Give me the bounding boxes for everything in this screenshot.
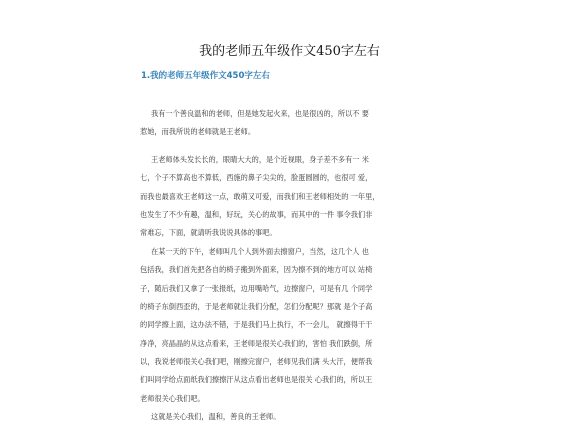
body-line: 老师很关心我们吧。 [140,393,205,403]
body-line: 包括我，我们首先把各自的椅子搬到外面来，因为擦不到的地方可以 站椅 [140,265,373,275]
body-line: 的椅子东倒西歪的，于是老师就让我们分配，怎们分配呢？那就 是个子高 [140,301,373,311]
document-body [140,105,445,427]
body-line: 而我也最喜欢王老师这一点，敢萌又可爱，而我们和王老师相处的 一年里， [140,191,380,201]
body-line: 在某一天的下午，老师叫几个人到外面去擦窗户，当然，这几个人 也 [151,246,369,256]
document-title: 我的老师五年级作文450字左右 [199,44,380,59]
body-line: 们叫同学给点面纸我们擦擦汗从这点看出老师也是很关 心我们的，所以王 [140,375,373,385]
body-line: 惹她，而我所说的老师就是王老师。 [140,127,256,137]
body-line: 常难忘，下面，就请听我说说具体的事吧。 [140,228,277,238]
body-line: 的同学擦上面，这办法不错，于是我们马上执行，不一会儿， 就擦得干干 [140,320,373,330]
body-line: 净净，亮晶晶的从这点看来，王老师是很关心我们的，害怕 我们跌倒，所 [140,338,373,348]
body-line: 以，我说老师很关心我们吧，刚擦完窗户，老师见我们满 头大汗，便帮我 [140,357,373,367]
body-line: 也发生了不少有趣，温和，好玩，关心的故事，而其中的一件 事令我们非 [140,209,373,219]
body-line: 王老师体头发长长的，眼睛大大的，是个近视眼，身子差不多有一 米 [151,154,369,164]
document-subtitle: 1.我的老师五年级作文450字左右 [141,71,270,81]
body-line: 这就是关心我们，温和，善良的王老师。 [151,412,281,422]
body-line: 七，个子不算高也不算低，西施的鼻子尖尖的，脸蛋圆圆的，也很可 爱， [140,173,373,183]
body-line: 子，随后我们又拿了一张报纸，边用嘴哈气，边擦窗户，可是有几 个同学 [140,283,373,293]
body-line: 我有一个善良温和的老师，但是她发起火来，也是很凶的，所以不 要 [151,109,369,118]
